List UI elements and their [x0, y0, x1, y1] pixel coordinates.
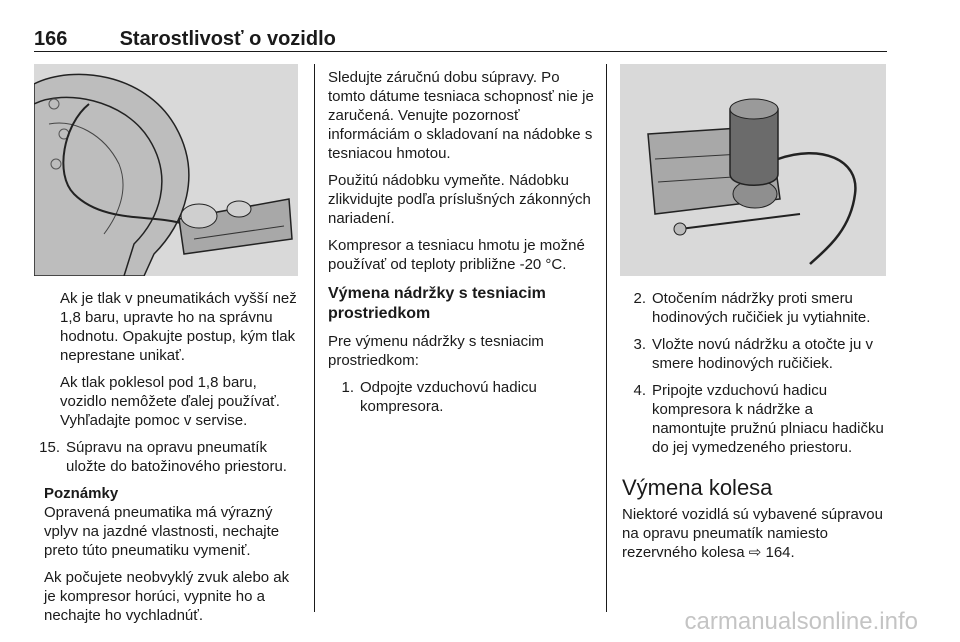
column-divider-1: [314, 64, 315, 612]
list-number: 1.: [341, 379, 354, 396]
section-heading: Výmena kolesa: [622, 475, 773, 500]
body-paragraph: Použitú nádobku vymeňte. Nádobku zlikvidujte podľa príslušných zákonných nariadení.: [328, 172, 591, 227]
reference-arrow-icon: ⇨: [748, 544, 762, 561]
page-number: 166: [34, 28, 68, 50]
body-paragraph: Ak je tlak v pneumatikách vyšší než 1,8 baru, upravte ho na správnu hodnotu. Opakujte postup, kým tlak neprestane unikať.: [60, 290, 297, 364]
list-item: [328, 378, 594, 416]
note-title: Poznámky: [44, 485, 119, 502]
paragraph-text: Niektoré vozidlá sú vybavené súpravou na opravu pneumatík namiesto rezervného kolesa: [622, 506, 883, 561]
column-1: [34, 289, 302, 633]
page-reference-link[interactable]: 164.: [765, 544, 795, 561]
list-number: 4.: [633, 382, 646, 399]
body-paragraph: Pre výmenu nádržky s tesniacim prostriedkom:: [328, 333, 544, 369]
column-2: [328, 68, 594, 424]
list-text: Otočením nádržky proti smeru hodinových ručičiek ju vytiahnite.: [652, 290, 871, 326]
column-3: [612, 289, 888, 570]
body-paragraph: Ak tlak poklesol pod 1,8 baru, vozidlo nemôžete ďalej používať. Vyhľadajte pomoc v servise.: [60, 374, 280, 429]
body-paragraph: [612, 505, 888, 562]
tyre-compressor-figure: [34, 64, 298, 276]
list-text: Súpravu na opravu pneumatík uložte do batožinového priestoru.: [66, 439, 287, 475]
list-text: Vložte novú nádržku a otočte ju v smere hodinových ručičiek.: [652, 336, 873, 372]
body-paragraph: Kompresor a tesniacu hmotu je možné používať od teploty približne -20 °C.: [328, 237, 585, 273]
watermark: carmanualsonline.info: [684, 608, 918, 635]
header-rule: [34, 51, 887, 52]
page-header: [34, 28, 336, 51]
list-item: [34, 438, 302, 476]
list-number: 15.: [39, 439, 60, 456]
column-divider-2: [606, 64, 607, 612]
note-paragraph: Ak počujete neobvyklý zvuk alebo ak je kompresor horúci, vypnite ho a nechajte ho vychladnúť.: [44, 569, 290, 624]
tyre-compressor-illustration: [34, 64, 298, 276]
list-text: Odpojte vzduchovú hadicu kompresora.: [360, 379, 537, 415]
sealant-cartridge-illustration: [620, 64, 886, 276]
list-item: [612, 335, 888, 373]
list-item: [612, 381, 888, 457]
list-number: 3.: [633, 336, 646, 353]
note-paragraph: Opravená pneumatika má výrazný vplyv na jazdné vlastnosti, nechajte preto túto pneumatiku vymeniť.: [44, 504, 280, 559]
note-block: [34, 484, 302, 625]
list-item: [612, 289, 888, 327]
section-heading: Výmena nádržky s tesniacim prostriedkom: [328, 285, 546, 322]
list-text: Pripojte vzduchovú hadicu kompresora k nádržke a namontujte pružnú plniacu hadičku do jej vymedzeného priestoru.: [652, 382, 884, 456]
list-number: 2.: [633, 290, 646, 307]
sealant-cartridge-figure: [620, 64, 886, 276]
page-title: Starostlivosť o vozidlo: [119, 28, 336, 50]
body-paragraph: Sledujte záručnú dobu súpravy. Po tomto dátume tesniaca schopnosť nie je zaručená. Venujte pozornosť informáciám o skladovaní na nádobke s tesniacou hmotou.: [328, 69, 594, 162]
